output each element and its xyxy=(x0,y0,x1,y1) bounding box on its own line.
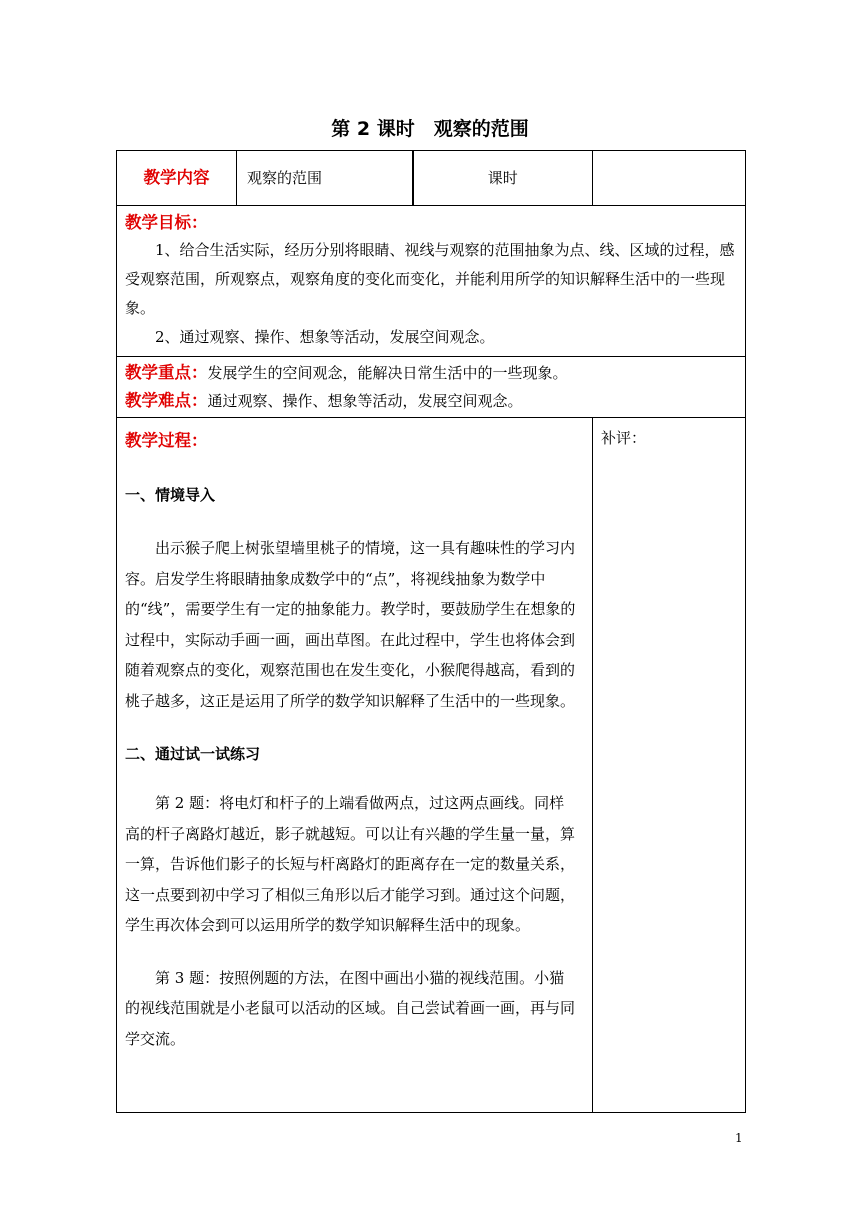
goals-cell xyxy=(117,206,746,357)
process-cell xyxy=(117,418,593,1113)
section1-title: 一、情境导入 xyxy=(125,486,216,504)
section2-title: 二、通过试一试练习 xyxy=(125,745,261,763)
goals-row xyxy=(117,206,746,357)
goal-item: 1、给合生活实际，经历分别将眼睛、视线与观察的范围抽象为点、线、区域的过程，感受观察范围，所观察点，观察角度的变化而变化，并能利用所学的知识解释生活中的一些现象。 xyxy=(125,241,735,317)
difficulty-text: 通过观察、操作、想象等活动，发展空间观念。 xyxy=(207,392,523,410)
section2-paragraph: 第 3 题：按照例题的方法，在图中画出小猫的视线范围。小猫的视线范围就是小老鼠可以活动的区域。自己尝试着画一画，再与同学交流。 xyxy=(125,968,576,1048)
content-label: 教学内容 xyxy=(143,168,210,187)
process-row xyxy=(117,418,746,1113)
section1-paragraph: 出示猴子爬上树张望墙里桃子的情境，这一具有趣味性的学习内容。启发学生将眼睛抽象成数学中的“点”，将视线抽象为数学中的“线”，需要学生有一定的抽象能力。教学时，要鼓励学生在想象的过程中，实际动手画一画，画出草图。在此过程中，学生也将体会到随着观察点的变化，观察范围也在发生变化，小猴爬得越高，看到的桃子越多，这正是运用了所学的数学知识解释了生活中的一些现象。 xyxy=(125,539,576,710)
difficulty-label: 教学难点： xyxy=(125,391,208,410)
hours-value xyxy=(593,151,746,206)
header-row xyxy=(117,151,746,206)
notes-label: 补评： xyxy=(601,429,647,447)
content-label-cell xyxy=(117,151,237,206)
content-value: 观察的范围 xyxy=(237,151,413,206)
notes-cell xyxy=(593,418,746,1113)
key-point-text: 发展学生的空间观念，能解决日常生活中的一些现象。 xyxy=(207,364,568,382)
hours-label: 课时 xyxy=(413,151,593,206)
goal-item: 2、通过观察、操作、想象等活动，发展空间观念。 xyxy=(155,328,495,346)
process-heading: 教学过程： xyxy=(125,431,208,450)
key-row xyxy=(117,357,746,418)
page-number: 1 xyxy=(735,1131,743,1145)
section2-paragraph: 第 2 题：将电灯和杆子的上端看做两点，过这两点画线。同样高的杆子离路灯越近，影子就越短。可以让有兴趣的学生量一量，算一算，告诉他们影子的长短与杆离路灯的距离存在一定的数量关系，这一点要到初中学习了相似三角形以后才能学习到。通过这个问题，学生再次体会到可以运用所学的数学知识解释生活中的现象。 xyxy=(125,794,576,934)
page-title: 第 2 课时 观察的范围 xyxy=(331,118,529,140)
goals-heading: 教学目标： xyxy=(125,213,208,232)
key-cell xyxy=(117,357,746,418)
lesson-table xyxy=(116,150,746,1113)
key-point-label: 教学重点： xyxy=(125,363,208,382)
